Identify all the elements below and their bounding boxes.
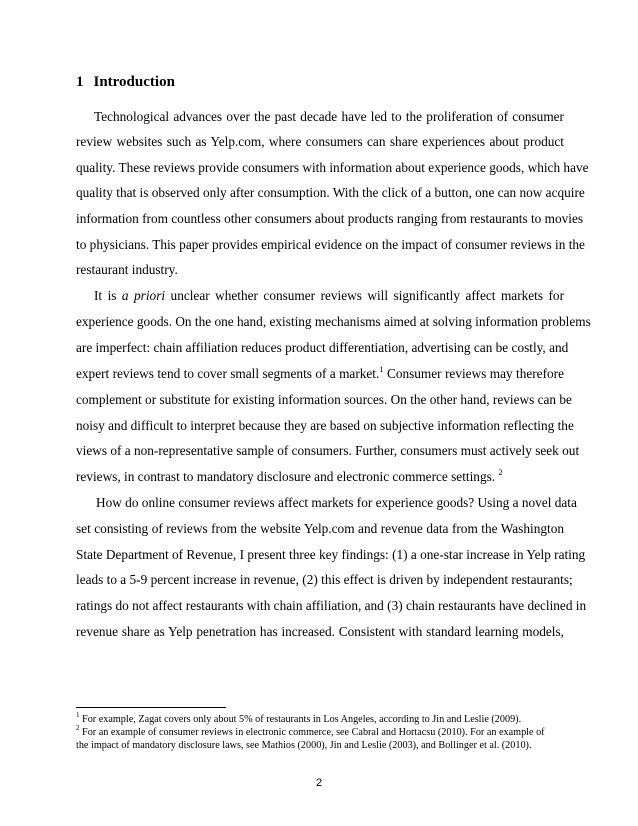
section-number: 1 — [76, 74, 84, 90]
paragraph-line: How do online consumer reviews affect markets for experience goods? Using a novel data — [96, 495, 577, 510]
page-number: 2 — [315, 777, 323, 789]
paragraph-line: quality. These reviews provide consumers with information about experience goods, which have — [76, 160, 589, 175]
paragraph-line: to physicians. This paper provides empirical evidence on the impact of consumer reviews in the — [76, 237, 585, 252]
paragraph-line: noisy and difficult to interpret because they are based on subjective information reflecting the — [76, 418, 574, 433]
paragraph-line: experience goods. On the one hand, existing mechanisms aimed at solving information problems — [76, 314, 591, 329]
text-run: Consumer reviews may therefore — [383, 366, 564, 381]
paragraph-line: views of a non-representative sample of consumers. Further, consumers must actively seek out — [76, 443, 580, 458]
footnote-mark: 1 — [76, 711, 80, 719]
paragraph-line: State Department of Revenue, I present three key findings: (1) a one-star increase in Yelp rating — [76, 547, 586, 562]
footnote-2 — [76, 724, 545, 739]
paragraph-line: Technological advances over the past decade have led to the proliferation of consumer — [94, 109, 564, 124]
section-heading — [76, 74, 175, 91]
paragraph-line: revenue share as Yelp penetration has increased. Consistent with standard learning models, — [76, 624, 564, 639]
footnote-ref-2[interactable]: 2 — [498, 467, 503, 477]
paragraph-line: restaurant industry. — [76, 262, 178, 277]
paragraph-line — [76, 469, 564, 485]
paragraph-line: leads to a 5-9 percent increase in revenue, (2) this effect is driven by independent restaurants; — [76, 572, 573, 587]
text-run: expert reviews tend to cover small segments of a market. — [76, 366, 380, 381]
paragraph-line: information from countless other consumers about products ranging from restaurants to movies — [76, 211, 584, 226]
footnote-text: For example, Zagat covers only about 5% of restaurants in Los Angeles, according to Jin and Leslie (2009). — [79, 714, 522, 725]
footnote-ref-1[interactable]: 1 — [379, 364, 384, 374]
paragraph-line: complement or substitute for existing information sources. On the other hand, reviews can be — [76, 392, 572, 407]
paragraph-line: ratings do not affect restaurants with chain affiliation, and (3) chain restaurants have declined in — [76, 598, 587, 613]
paragraph-line — [94, 288, 564, 304]
paragraph-line: review websites such as Yelp.com, where consumers can share experiences about product — [76, 134, 564, 149]
footnote-text: For an example of consumer reviews in electronic commerce, see Cabral and Hortacsu (2010). For an example of — [79, 727, 545, 738]
footnote-2-continued: the impact of mandatory disclosure laws, see Mathios (2000), Jin and Leslie (2003), and Bollinger et al. (2010). — [76, 740, 532, 751]
section-title: Introduction — [93, 74, 175, 90]
footnote-mark: 2 — [76, 724, 80, 732]
paragraph-line: set consisting of reviews from the website Yelp.com and revenue data from the Washington — [76, 521, 564, 536]
italic-term: a priori — [121, 288, 166, 303]
footnote-1 — [76, 711, 522, 726]
footnote-separator — [76, 707, 226, 708]
paragraph-line: are imperfect: chain affiliation reduces product differentiation, advertising can be costly, and — [76, 340, 569, 355]
text-run: unclear whether consumer reviews will significantly affect markets for — [165, 288, 565, 303]
text-run: reviews, in contrast to mandatory disclosure and electronic commerce settings. — [76, 469, 496, 484]
text-run: It is — [94, 288, 122, 303]
paragraph-line: quality that is observed only after consumption. With the click of a button, one can now acquire — [76, 185, 585, 200]
paragraph-line — [76, 366, 564, 382]
